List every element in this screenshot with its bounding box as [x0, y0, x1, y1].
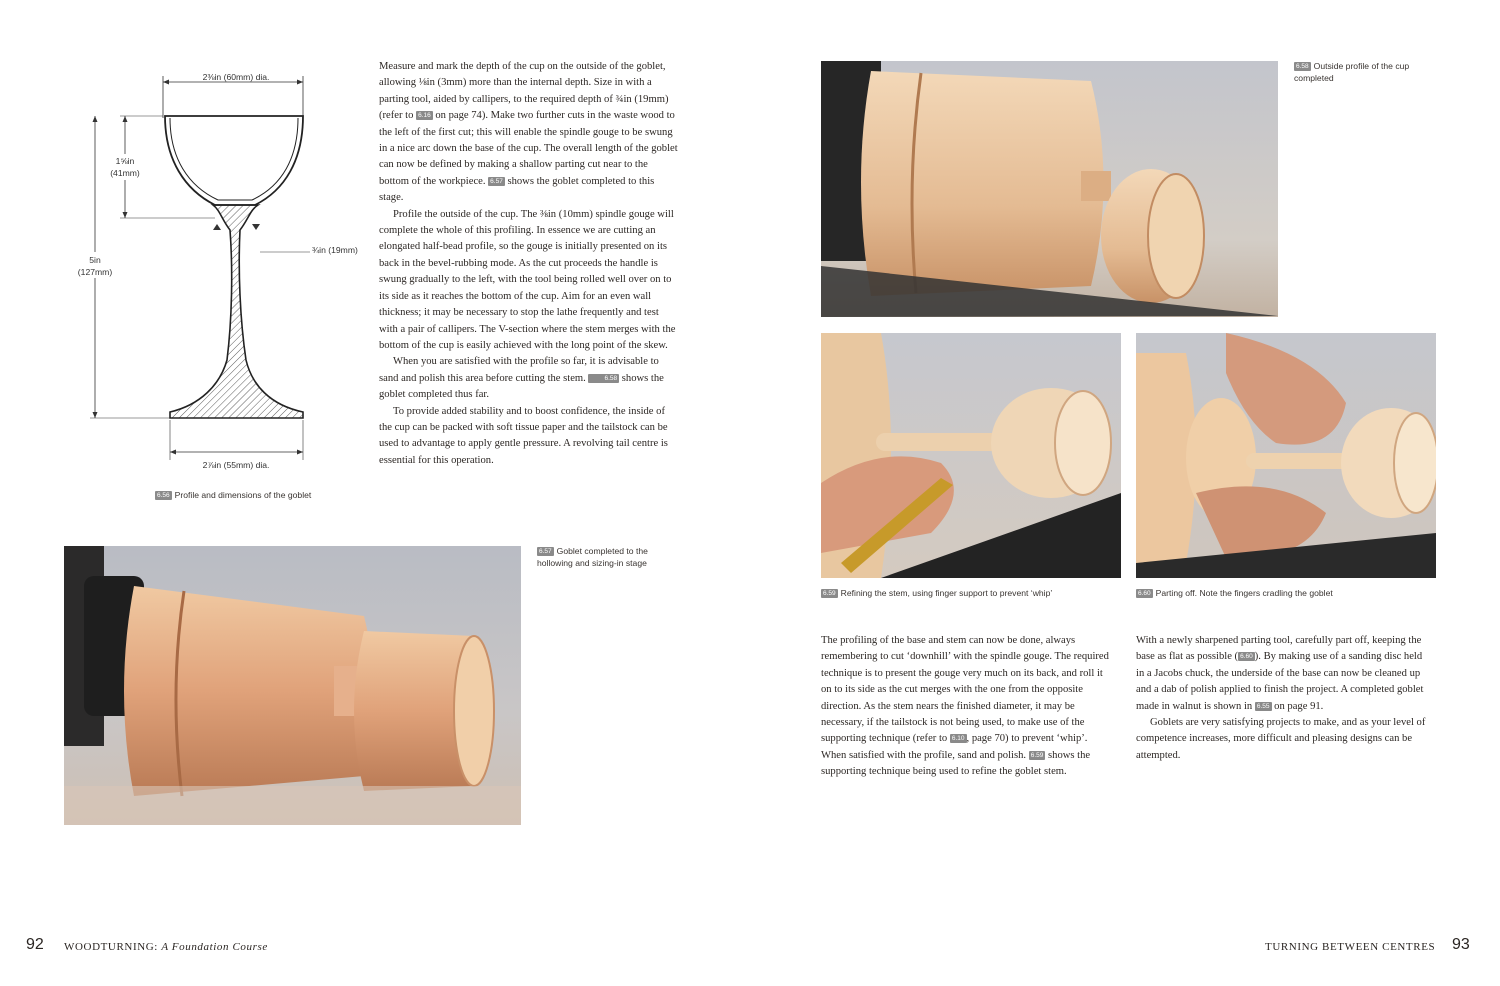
figure-ref: 6.58	[1296, 63, 1309, 70]
running-title-left	[64, 941, 268, 953]
dim-cup-depth-label-1: 1⅝in	[115, 156, 135, 166]
figure-ref: 6.57	[490, 177, 503, 185]
right-text-column-2	[1136, 633, 1432, 764]
figure-ref: 6.56	[157, 492, 170, 499]
text-run: The profiling of the base and stem can now be done, always remembering to cut ‘downhill’ with the spindle gouge. The required technique is to present the gouge very much on its back, and roll it on to its side as the cut merges with the one from the opposite direction. As the stem nears the finished diameter, it may be necessary, if the tailstock is not being used, to make use of the supporting technique (refer to	[821, 635, 1109, 745]
figure-ref: 6.55	[1256, 702, 1270, 710]
photo-6-60	[1136, 333, 1436, 578]
text-run: shows the goblet completed to this stage.	[379, 175, 655, 204]
dim-stem-label: ¾in (19mm)	[312, 245, 358, 255]
caption-6-57	[537, 545, 677, 569]
caption-6-58	[1294, 60, 1444, 84]
figure-ref: 6.57	[539, 548, 552, 555]
dim-height-label-2: (127mm)	[77, 267, 113, 277]
dim-top-label: 2⅜in (60mm) dia.	[202, 72, 270, 82]
dim-base-label: 2⅞in (55mm) dia.	[202, 460, 270, 470]
dim-cup-depth-label-2: (41mm)	[110, 168, 140, 178]
figure-ref: 6.60	[1138, 590, 1151, 597]
paragraph	[821, 633, 1111, 781]
running-title-right: TURNING BETWEEN CENTRES	[1265, 941, 1436, 953]
figure-ref: 6.59	[1030, 751, 1044, 759]
caption-text: Profile and dimensions of the goblet	[174, 490, 312, 500]
photo-6-57	[64, 546, 521, 825]
text-run: on page 74). Make two further cuts in the waste wood to the left of the first cut; this will enable the spindle gouge to be swung in a nice arc down the base of the cup. The overall length of the goblet can now be defined by making a shallow parting cut near to the bottom of the workpiece.	[379, 110, 678, 187]
text-run: ). By making use of a sanding disc held in a Jacobs chuck, the underside of the base can now be cleaned up and a dab of polish applied to finish the project. A completed goblet made in walnut is shown in	[1136, 651, 1424, 712]
paragraph	[379, 59, 679, 207]
figure-ref: 6.60	[1240, 653, 1253, 661]
figure-ref: 6.58	[588, 374, 619, 383]
page-number-left: 92	[26, 936, 44, 953]
figure-ref: 6.59	[823, 590, 836, 597]
dim-height-label-1: 5in	[89, 255, 101, 265]
text-run: shows the supporting technique being used to refine the goblet stem.	[821, 749, 1091, 778]
text-run: shows the goblet completed thus far.	[379, 372, 664, 401]
figure-ref: 6.16	[418, 112, 431, 120]
text-run: With a newly sharpened parting tool, carefully part off, keeping the base as flat as possible (	[1136, 635, 1422, 663]
text-run: When you are satisfied with the profile so far, it is advisable to sand and polish this area before cutting the stem.	[379, 356, 659, 384]
running-title-caps: WOODTURNING:	[64, 941, 158, 953]
photo-6-59	[821, 333, 1121, 578]
page-number-right: 93	[1452, 936, 1470, 953]
caption-text: Goblet completed to the hollowing and sizing-in stage	[537, 546, 648, 568]
paragraph	[1136, 633, 1432, 715]
caption-6-60	[1136, 587, 1436, 599]
paragraph: To provide added stability and to boost confidence, the inside of the cup can be packed with soft tissue paper and the tailstock can be used to advantage to apply gentle pressure. A revolving tail centre is essential for this operation.	[379, 405, 668, 466]
right-text-column-1	[821, 633, 1111, 781]
goblet-diagram	[70, 60, 370, 480]
figure-ref: 6.10	[951, 735, 965, 743]
caption-text: Outside profile of the cup completed	[1294, 61, 1410, 83]
caption-text: Refining the stem, using finger support to prevent ‘whip’	[840, 588, 1053, 598]
text-run: Measure and mark the depth of the cup on the outside of the goblet, allowing ⅛in (3mm) more than the internal depth. Size in with a parting tool, aided by callipers, to the required depth of ¾in (19mm) (refer to	[379, 61, 669, 122]
caption-6-59	[821, 587, 1121, 599]
caption-text: Parting off. Note the fingers cradling the goblet	[1155, 588, 1333, 598]
paragraph: Profile the outside of the cup. The ⅜in (10mm) spindle gouge will complete the whole of this profiling. In essence we are cutting an elongated half-bead profile, so the gouge is initially presented on its back in the bevel-rubbing mode. As the cut proceeds the handle is swung gradually to the left, with the tool being rolled well over on to its side as it reaches the bottom of the cup. Aim for an even wall thickness; it may be necessary to stop the lathe frequently and test with a pair of callipers. The V-section where the stem merges with the bottom of the cup is easily achieved with the long point of the skew.	[379, 208, 676, 351]
paragraph: Goblets are very satisfying projects to make, and as your level of competence increases, more difficult and pleasing designs can be attempted.	[1136, 717, 1426, 761]
photo-6-58	[821, 61, 1278, 317]
caption-6-56	[155, 489, 365, 501]
running-title-italic: A Foundation Course	[161, 941, 268, 953]
paragraph	[379, 354, 679, 403]
text-run: on page 91.	[1271, 700, 1324, 712]
left-text-column	[379, 59, 679, 469]
text-run: , page 70) to prevent ‘whip’. When satisfied with the profile, sand and polish.	[821, 733, 1088, 761]
